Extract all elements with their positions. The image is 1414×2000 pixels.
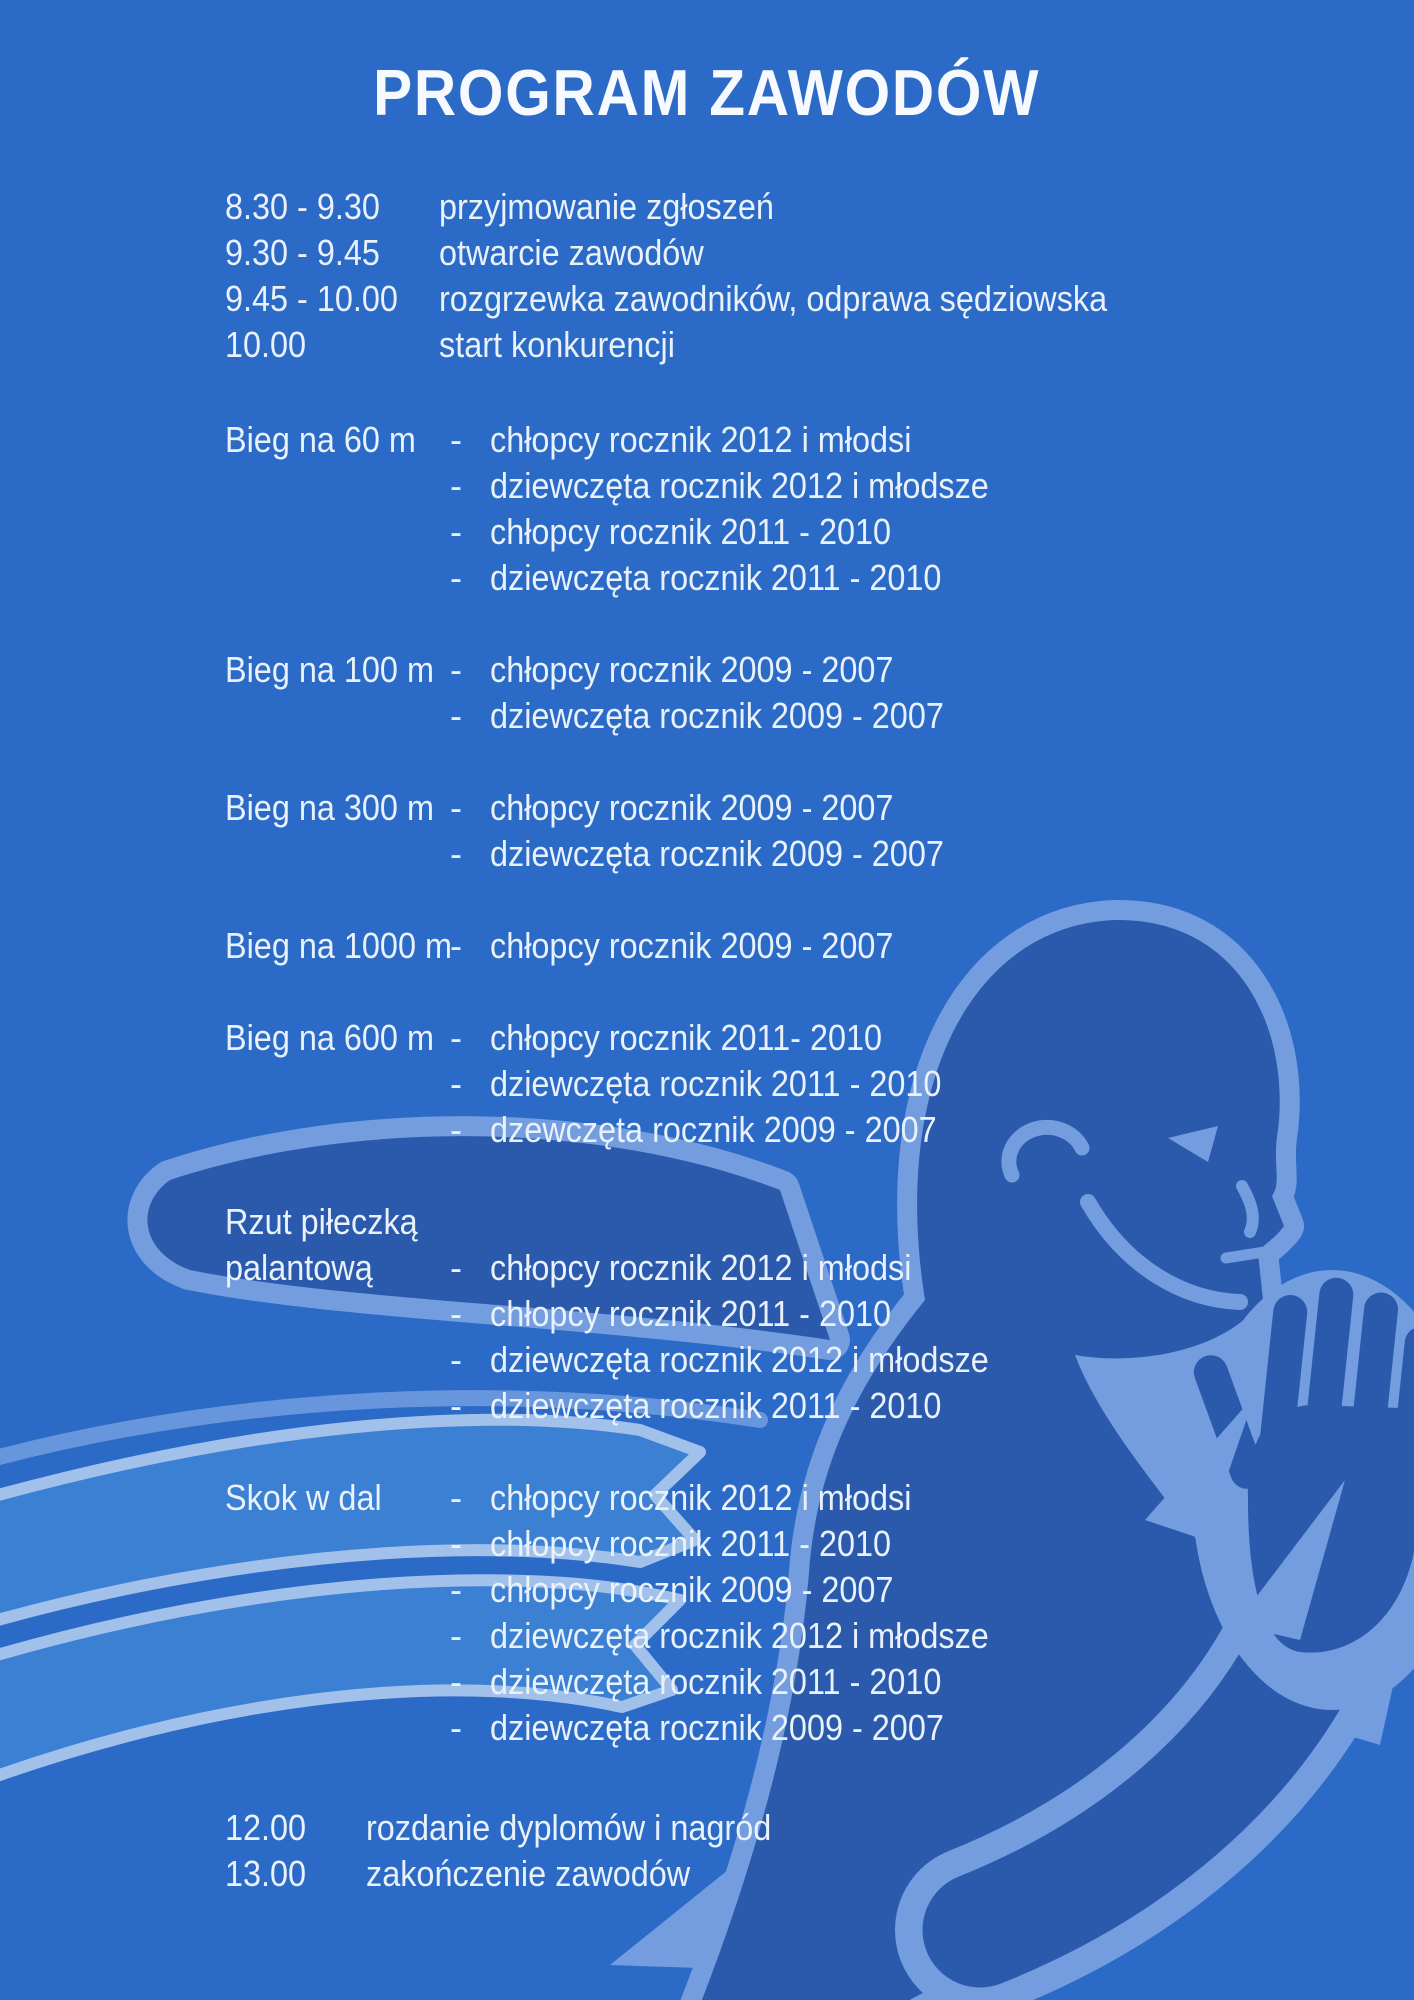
- dash: -: [450, 1477, 462, 1518]
- dash: -: [450, 1063, 462, 1104]
- event-items: [450, 785, 994, 877]
- event-item: [450, 1061, 992, 1107]
- event-name: [225, 417, 450, 463]
- event-item-text: dziewczęta rocznik 2009 - 2007: [490, 695, 944, 736]
- event-item-text: dziewczęta rocznik 2012 i młodsze: [490, 1615, 989, 1656]
- event-item: [450, 831, 994, 877]
- dash: -: [450, 557, 462, 598]
- event-item: [450, 463, 1044, 509]
- dash: -: [450, 1569, 462, 1610]
- event-item-text: chłopcy rocznik 2012 i młodsi: [490, 419, 912, 460]
- event-items: [450, 1015, 992, 1153]
- event-item: [450, 509, 1044, 555]
- event-item-text: dziewczęta rocznik 2011 - 2010: [490, 1385, 942, 1426]
- event-item: [450, 1521, 1044, 1567]
- dash: -: [450, 1293, 462, 1334]
- event-item: [450, 693, 994, 739]
- dash: -: [450, 1247, 462, 1288]
- page-title-text: PROGRAM ZAWODÓW: [373, 56, 1041, 129]
- event-item: [450, 1291, 1044, 1337]
- time-label: 10.00: [225, 324, 307, 365]
- event-group: [225, 647, 1044, 739]
- dash: -: [450, 1339, 462, 1380]
- event-item-text: chłopcy rocznik 2011 - 2010: [490, 511, 892, 552]
- event-group: [225, 1015, 1044, 1153]
- schedule-row: [225, 276, 1181, 322]
- event-name-line: Bieg na 600 m: [225, 1017, 434, 1058]
- dash: -: [450, 1109, 462, 1150]
- dash: -: [450, 1523, 462, 1564]
- event-item-text: dziewczęta rocznik 2011 - 2010: [490, 557, 942, 598]
- event-item: [450, 1337, 1044, 1383]
- event-items: [450, 1475, 1044, 1751]
- event-item-text: chłopcy rocznik 2009 - 2007: [490, 1569, 894, 1610]
- event-item: [450, 1567, 1044, 1613]
- event-item-text: chłopcy rocznik 2011 - 2010: [490, 1523, 892, 1564]
- event-name-line: Bieg na 100 m: [225, 649, 434, 690]
- page-title: [0, 56, 1414, 130]
- event-item: [450, 647, 994, 693]
- event-item: [450, 1705, 1044, 1751]
- event-item: [450, 1613, 1044, 1659]
- dash: -: [450, 695, 462, 736]
- event-group: [225, 923, 1044, 969]
- event-item: [450, 1107, 992, 1153]
- event-item-text: chłopcy rocznik 2011 - 2010: [490, 1293, 892, 1334]
- event-name-line: Bieg na 300 m: [225, 787, 434, 828]
- event-name: [225, 647, 450, 693]
- event-items: [450, 647, 994, 739]
- dash: -: [450, 1707, 462, 1748]
- dash: -: [450, 649, 462, 690]
- dash: -: [450, 1615, 462, 1656]
- event-items: [450, 417, 1044, 601]
- event-item: [450, 923, 938, 969]
- schedule-list: [225, 184, 1181, 368]
- dash: -: [450, 1017, 462, 1058]
- activity-label: rozdanie dyplomów i nagród: [366, 1807, 772, 1848]
- event-name-line: palantową: [225, 1247, 373, 1288]
- event-name-line: Bieg na 60 m: [225, 419, 416, 460]
- events-list: [225, 417, 1044, 1797]
- event-item-text: dziewczęta rocznik 2009 - 2007: [490, 833, 944, 874]
- time-label: 12.00: [225, 1807, 307, 1848]
- event-item: [450, 1475, 1044, 1521]
- event-name: [225, 1475, 450, 1521]
- closing-row: [225, 1805, 816, 1851]
- dash: -: [450, 787, 462, 828]
- activity-label: otwarcie zawodów: [439, 232, 704, 273]
- closing-row: [225, 1851, 816, 1897]
- event-name-line: Skok w dal: [225, 1477, 382, 1518]
- event-item-text: chłopcy rocznik 2009 - 2007: [490, 787, 894, 828]
- event-item: [450, 555, 1044, 601]
- event-item-text: dziewczęta rocznik 2011 - 2010: [490, 1661, 942, 1702]
- closing-list: [225, 1805, 816, 1897]
- event-name-line: Bieg na 1000 m: [225, 925, 452, 966]
- event-items: [450, 1245, 1044, 1429]
- dash: -: [450, 465, 462, 506]
- event-item-text: dziewczęta rocznik 2009 - 2007: [490, 1707, 944, 1748]
- event-item-text: dziewczęta rocznik 2012 i młodsze: [490, 1339, 989, 1380]
- activity-label: zakończenie zawodów: [366, 1853, 691, 1894]
- activity-label: rozgrzewka zawodników, odprawa sędziowska: [439, 278, 1108, 319]
- dash: -: [450, 419, 462, 460]
- event-item-text: dziewczęta rocznik 2012 i młodsze: [490, 465, 989, 506]
- event-group: [225, 417, 1044, 601]
- schedule-row: [225, 322, 1181, 368]
- event-item-text: chłopcy rocznik 2012 i młodsi: [490, 1477, 912, 1518]
- event-item: [450, 785, 994, 831]
- event-group: [225, 785, 1044, 877]
- dash: -: [450, 833, 462, 874]
- time-label: 9.45 - 10.00: [225, 278, 398, 319]
- event-item-text: dzewczęta rocznik 2009 - 2007: [490, 1109, 937, 1150]
- event-item: [450, 1659, 1044, 1705]
- dash: -: [450, 511, 462, 552]
- event-group: [225, 1475, 1044, 1751]
- event-name-line: Rzut piłeczką: [225, 1201, 418, 1242]
- dash: -: [450, 1661, 462, 1702]
- event-item: [450, 1383, 1044, 1429]
- event-item-text: chłopcy rocznik 2011- 2010: [490, 1017, 883, 1058]
- time-label: 13.00: [225, 1853, 307, 1894]
- schedule-row: [225, 184, 1181, 230]
- event-item: [450, 1015, 992, 1061]
- activity-label: start konkurencji: [439, 324, 675, 365]
- event-name: [225, 1199, 450, 1291]
- event-name: [225, 923, 450, 969]
- event-item-text: chłopcy rocznik 2009 - 2007: [490, 925, 894, 966]
- event-item-text: chłopcy rocznik 2012 i młodsi: [490, 1247, 912, 1288]
- event-item: [450, 1245, 1044, 1291]
- time-label: 9.30 - 9.45: [225, 232, 380, 273]
- dash: -: [450, 925, 462, 966]
- event-items: [450, 923, 938, 969]
- event-name: [225, 1015, 450, 1061]
- event-item: [450, 417, 1044, 463]
- event-item-text: dziewczęta rocznik 2011 - 2010: [490, 1063, 942, 1104]
- event-group: [225, 1199, 1044, 1429]
- schedule-row: [225, 230, 1181, 276]
- dash: -: [450, 1385, 462, 1426]
- event-name: [225, 785, 450, 831]
- time-label: 8.30 - 9.30: [225, 186, 380, 227]
- event-item-text: chłopcy rocznik 2009 - 2007: [490, 649, 894, 690]
- activity-label: przyjmowanie zgłoszeń: [439, 186, 774, 227]
